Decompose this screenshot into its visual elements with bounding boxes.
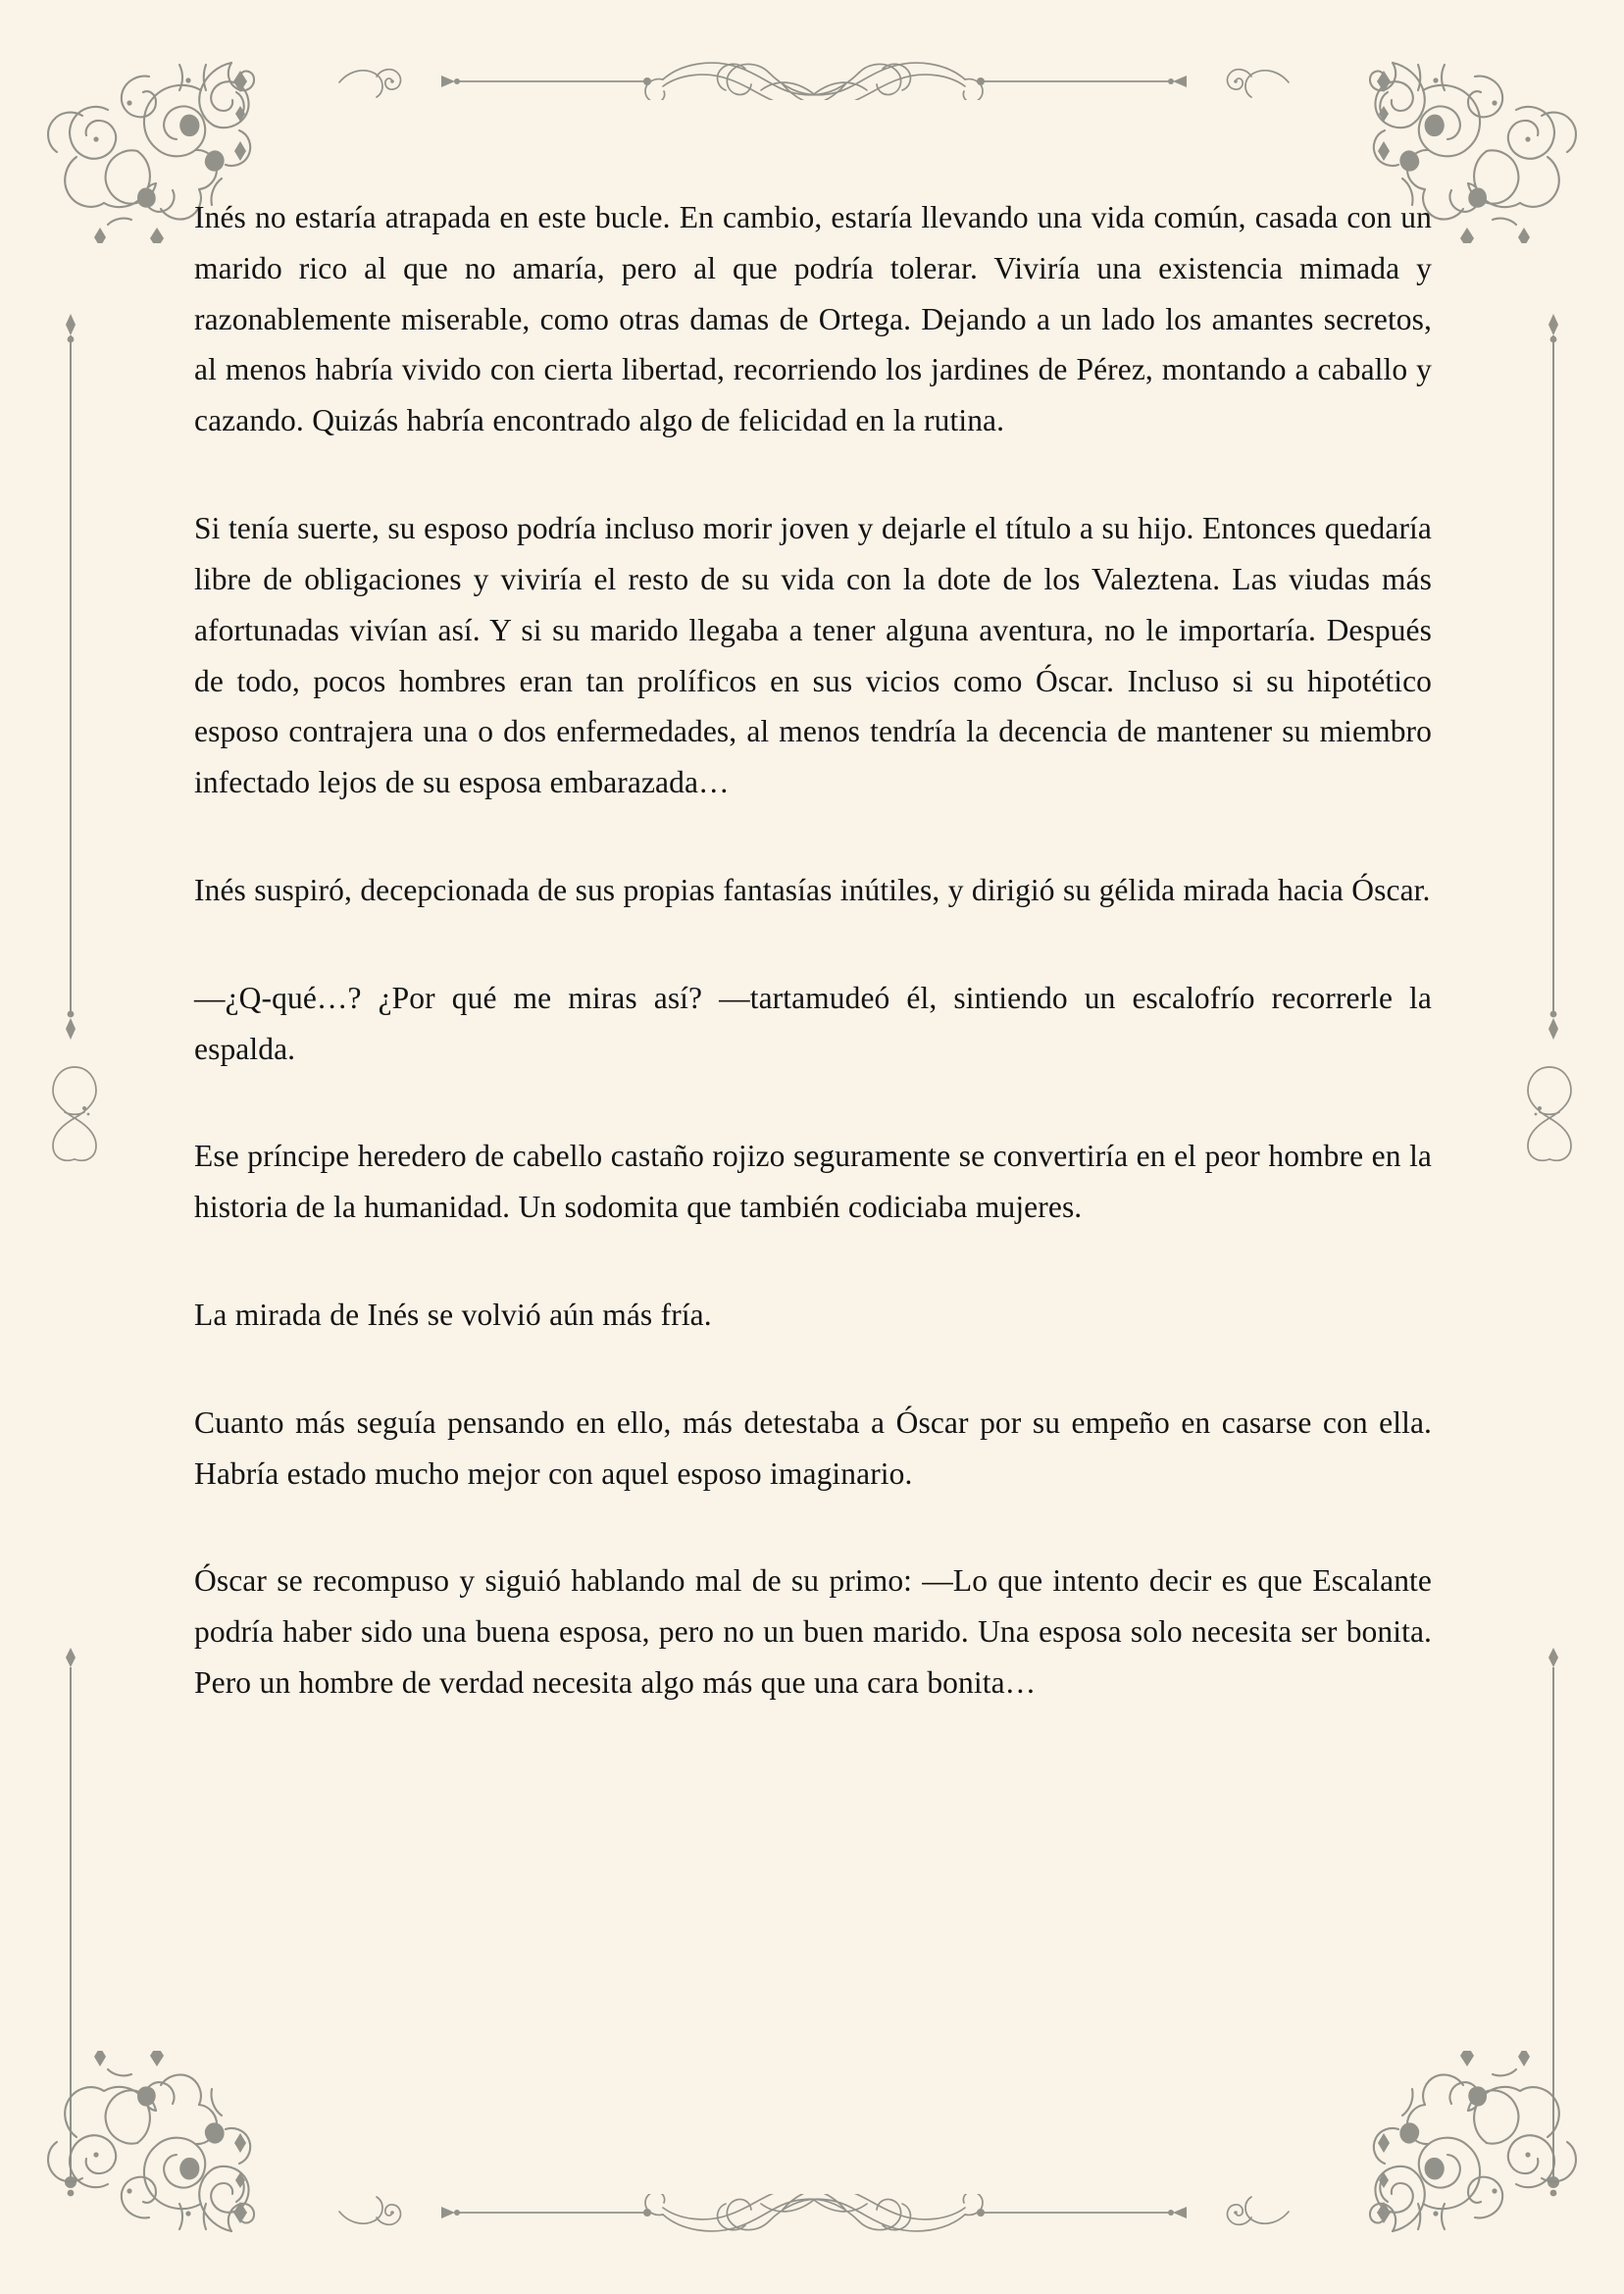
vertical-rule-ornament bbox=[1544, 1648, 1563, 2202]
vertical-rule-ornament bbox=[61, 314, 80, 1045]
paragraph: Ese príncipe heredero de cabello castaño rojizo seguramente se convertiría en el peor hombre en la historia de la humanidad. Un sodomita que también codiciaba mujeres. bbox=[194, 1139, 1432, 1225]
filigree-corner-ornament bbox=[1369, 2046, 1585, 2247]
paragraph-dialogue: —¿Q-qué…? ¿Por qué me miras así? —tartamudeó él, sintiendo un escalofrío recorrerle la espalda. bbox=[194, 980, 1432, 1066]
page-text-body bbox=[194, 192, 1432, 1708]
vertical-rule-ornament bbox=[1544, 314, 1563, 1045]
flourish-divider-ornament bbox=[333, 2189, 1294, 2247]
paragraph: La mirada de Inés se volvió aún más fría. bbox=[194, 1298, 712, 1332]
infinity-knot-ornament bbox=[47, 1059, 102, 1172]
infinity-knot-ornament bbox=[1522, 1059, 1577, 1172]
paragraph: Inés suspiró, decepcionada de sus propias fantasías inútiles, y dirigió su gélida mirada hacia Óscar. bbox=[194, 872, 1431, 907]
vertical-rule-ornament bbox=[61, 1648, 80, 2202]
paragraph: Inés no estaría atrapada en este bucle. En cambio, estaría llevando una vida común, casada con un marido rico al que no amaría, pero al que podría tolerar. Viviría una existencia mimada y razonablemente miserable, como otras damas de Ortega. Dejando a un lado los amantes secretos, al menos habría vivido con cierta libertad, recorriendo los jardines de Pérez, montando a caballo y cazando. Quizás habría encontrado algo de felicidad en la rutina. bbox=[194, 200, 1432, 438]
flourish-divider-ornament bbox=[333, 47, 1294, 105]
filigree-corner-ornament bbox=[39, 2046, 255, 2247]
paragraph-dialogue: Óscar se recompuso y siguió hablando mal de su primo: —Lo que intento decir es que Escalante podría haber sido una buena esposa, pero no un buen marido. Una esposa solo necesita ser bonita. Pero un hombre de verdad necesita algo más que una cara bonita… bbox=[194, 1563, 1432, 1701]
paragraph: Cuanto más seguía pensando en ello, más detestaba a Óscar por su empeño en casarse con ella. Habría estado mucho mejor con aquel esposo imaginario. bbox=[194, 1404, 1432, 1491]
paragraph: Si tenía suerte, su esposo podría incluso morir joven y dejarle el título a su hijo. Entonces quedaría libre de obligaciones y viviría el resto de su vida con la dote de los Valeztena. Las viudas más afortunadas vivían así. Y si su marido llegaba a tener alguna aventura, no le importaría. Después de todo, pocos hombres eran tan prolíficos en sus vicios como Óscar. Incluso si su hipotético esposo contrajera una o dos enfermedades, al menos tendría la decencia de mantener su miembro infectado lejos de su esposa embarazada… bbox=[194, 511, 1432, 800]
